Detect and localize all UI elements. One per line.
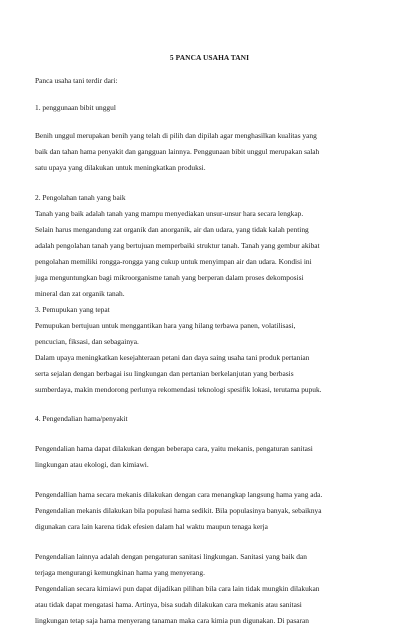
paragraph-line: baik dan tahan hama penyakit dan gangguan lainnya. Penggunaan bibit unggul merupakan salah (35, 147, 320, 156)
paragraph-line: juga menguntungkan bagi mikroorganisme tanah yang berperan dalam proses dekomposisi (35, 273, 304, 282)
paragraph-line: Pemupukan bertujuan untuk menggantikan hara yang hilang terbawa panen, volatilisasi, (35, 321, 296, 330)
section-heading-2: 2. Pengolahan tanah yang baik (35, 193, 126, 202)
paragraph-line: Benih unggul merupakan benih yang telah di pilih dan dipilah agar menghasilkan kualitas yang (35, 131, 317, 140)
paragraph-line: Selain harus mengandung zat organik dan anorganik, air dan udara, yang tidak kalah penting (35, 225, 309, 234)
paragraph-line: Tanah yang baik adalah tanah yang mampu menyediakan unsur-unsur hara secara lengkap. (35, 209, 304, 218)
section-heading-3: 3. Pemupukan yang tepat (35, 305, 110, 314)
paragraph-line: sumberdaya, makin mendorong perlunya rekomendasi teknologi spesifik lokasi, terutama pupuk. (35, 385, 322, 394)
paragraph-line: Pengendalian hama dapat dilakukan dengan beberapa cara, yaitu mekanis, pengaturan sanitasi (35, 444, 313, 453)
paragraph-line: satu upaya yang dilakukan untuk meningkatkan produksi. (35, 163, 206, 172)
paragraph-line: lingkungan atau ekologi, dan kimiawi. (35, 460, 149, 469)
paragraph-line: mineral dan zat organik tanah. (35, 289, 125, 298)
paragraph-line: Pengendalian mekanis dilakukan bila populasi hama sedikit. Bila populasinya banyak, sebaiknya (35, 506, 322, 515)
paragraph-line: Pengendalian secara kimiawi pun dapat dijadikan pilihan bila cara lain tidak mungkin dilakukan (35, 584, 320, 593)
paragraph-line: Dalam upaya meningkatkan kesejahteraan petani dan daya saing usaha tani produk pertanian (35, 353, 310, 362)
paragraph-line: pengolahan memiliki rongga-rongga yang cukup untuk menyimpan air dan udara. Kondisi ini (35, 257, 312, 266)
paragraph-line: Pengendallian hama secara mekanis dilakukan dengan cara menangkap langsung hama yang ada. (35, 490, 323, 499)
document-title: 5 PANCA USAHA TANI (169, 53, 250, 62)
paragraph-line: Pengendalian lainnya adalah dengan pengaturan sanitasi lingkungan. Sanitasi yang baik dan (35, 552, 307, 561)
intro-line: Panca usaha tani terdir dari: (35, 76, 118, 85)
section-heading-1: 1. penggunaan bibit unggul (35, 103, 116, 112)
section-heading-4: 4. Pengendalian hama/penyakit (35, 414, 128, 423)
paragraph-line: pencucian, fiksasi, dan sebagainya. (35, 337, 139, 346)
paragraph-line: lingkungan tetap saja hama menyerang tanaman maka cara kimia pun digunakan. Di pasaran (35, 616, 309, 625)
paragraph-line: terjaga mengurangi kemungkinan hama yang menyerang. (35, 568, 205, 577)
paragraph-line: digunakan cara lain karena tidak efesien dalam hal waktu maupun tenaga kerja (35, 522, 268, 531)
paragraph-line: adalah pengolahan tanah yang bertujuan memperbaiki struktur tanah. Tanah yang gembur akibat (35, 241, 320, 250)
paragraph-line: atau tidak dapat mengatasi hama. Artinya, bisa sudah dilakukan cara mekanis atau sanitasi (35, 600, 302, 609)
paragraph-line: serta sejalan dengan berbagai isu lingkungan dan pertanian berkelanjutan yang berbasis (35, 369, 294, 378)
